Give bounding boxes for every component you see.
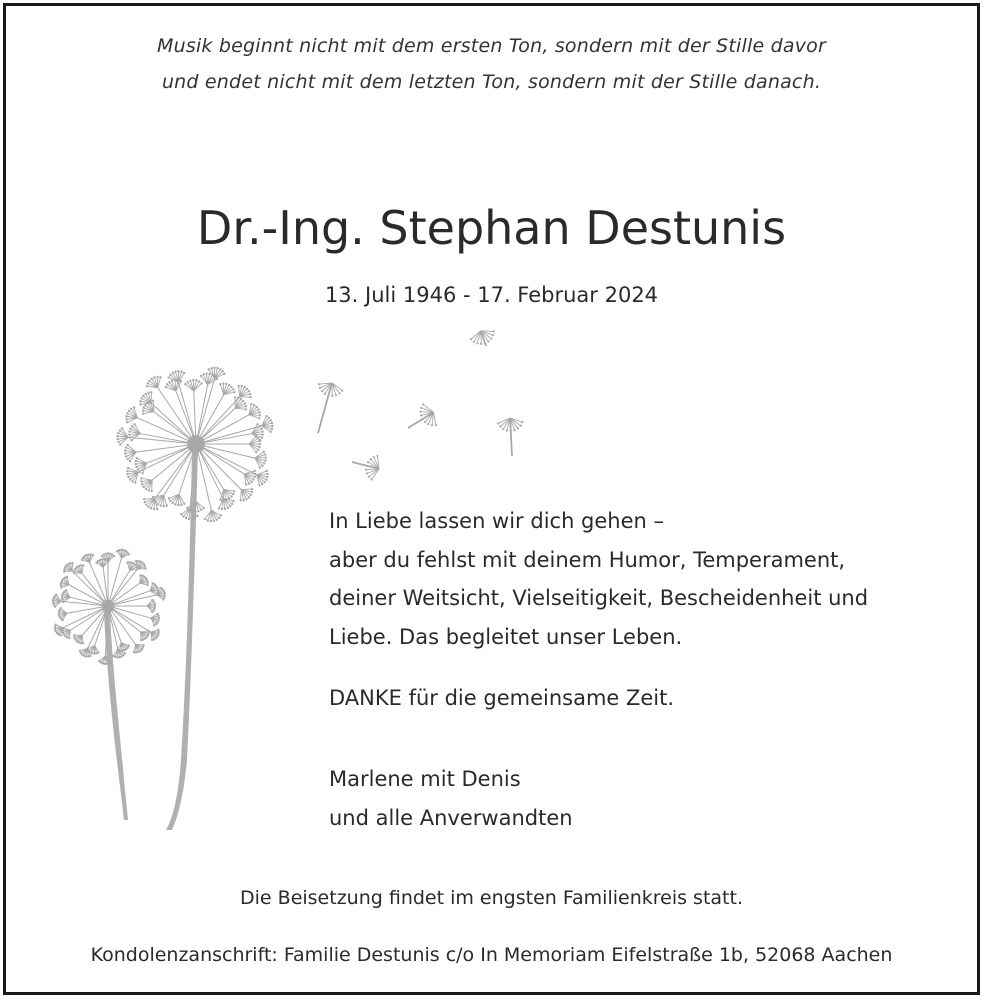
deceased-name: Dr.-Ing. Stephan Destunis (196, 201, 787, 255)
memorial-verse (329, 502, 969, 656)
signature-line-1: Marlene mit Denis (329, 767, 521, 791)
signature-line-2: und alle Anverwandten (329, 805, 573, 830)
verse-line: Liebe. Das begleitet unser Leben. (329, 624, 683, 649)
quote-line-2: und endet nicht mit dem letzten Ton, sondern mit der Stille danach. (161, 71, 822, 93)
life-dates: 13. Juli 1946 - 17. Februar 2024 (324, 283, 659, 307)
flying-seeds (318, 330, 524, 480)
verse-line: deiner Weitsicht, Vielseitigkeit, Bescheidenheit und (329, 586, 869, 610)
burial-note: Die Beisetzung findet im engsten Familienkreis statt. (240, 887, 743, 909)
verse-line: In Liebe lassen wir dich gehen – (329, 509, 665, 533)
condolence-address: Kondolenzanschrift: Familie Destunis c/o In Memoriam Eifelstraße 1b, 52068 Aachen (90, 944, 893, 966)
thanks-line: DANKE für die gemeinsame Zeit. (329, 686, 675, 710)
verse-line: aber du fehlst mit deinem Humor, Temperament, (329, 547, 846, 572)
quote-line-1: Musik beginnt nicht mit dem ersten Ton, sondern mit der Stille davor (157, 35, 826, 57)
signature (329, 760, 573, 837)
